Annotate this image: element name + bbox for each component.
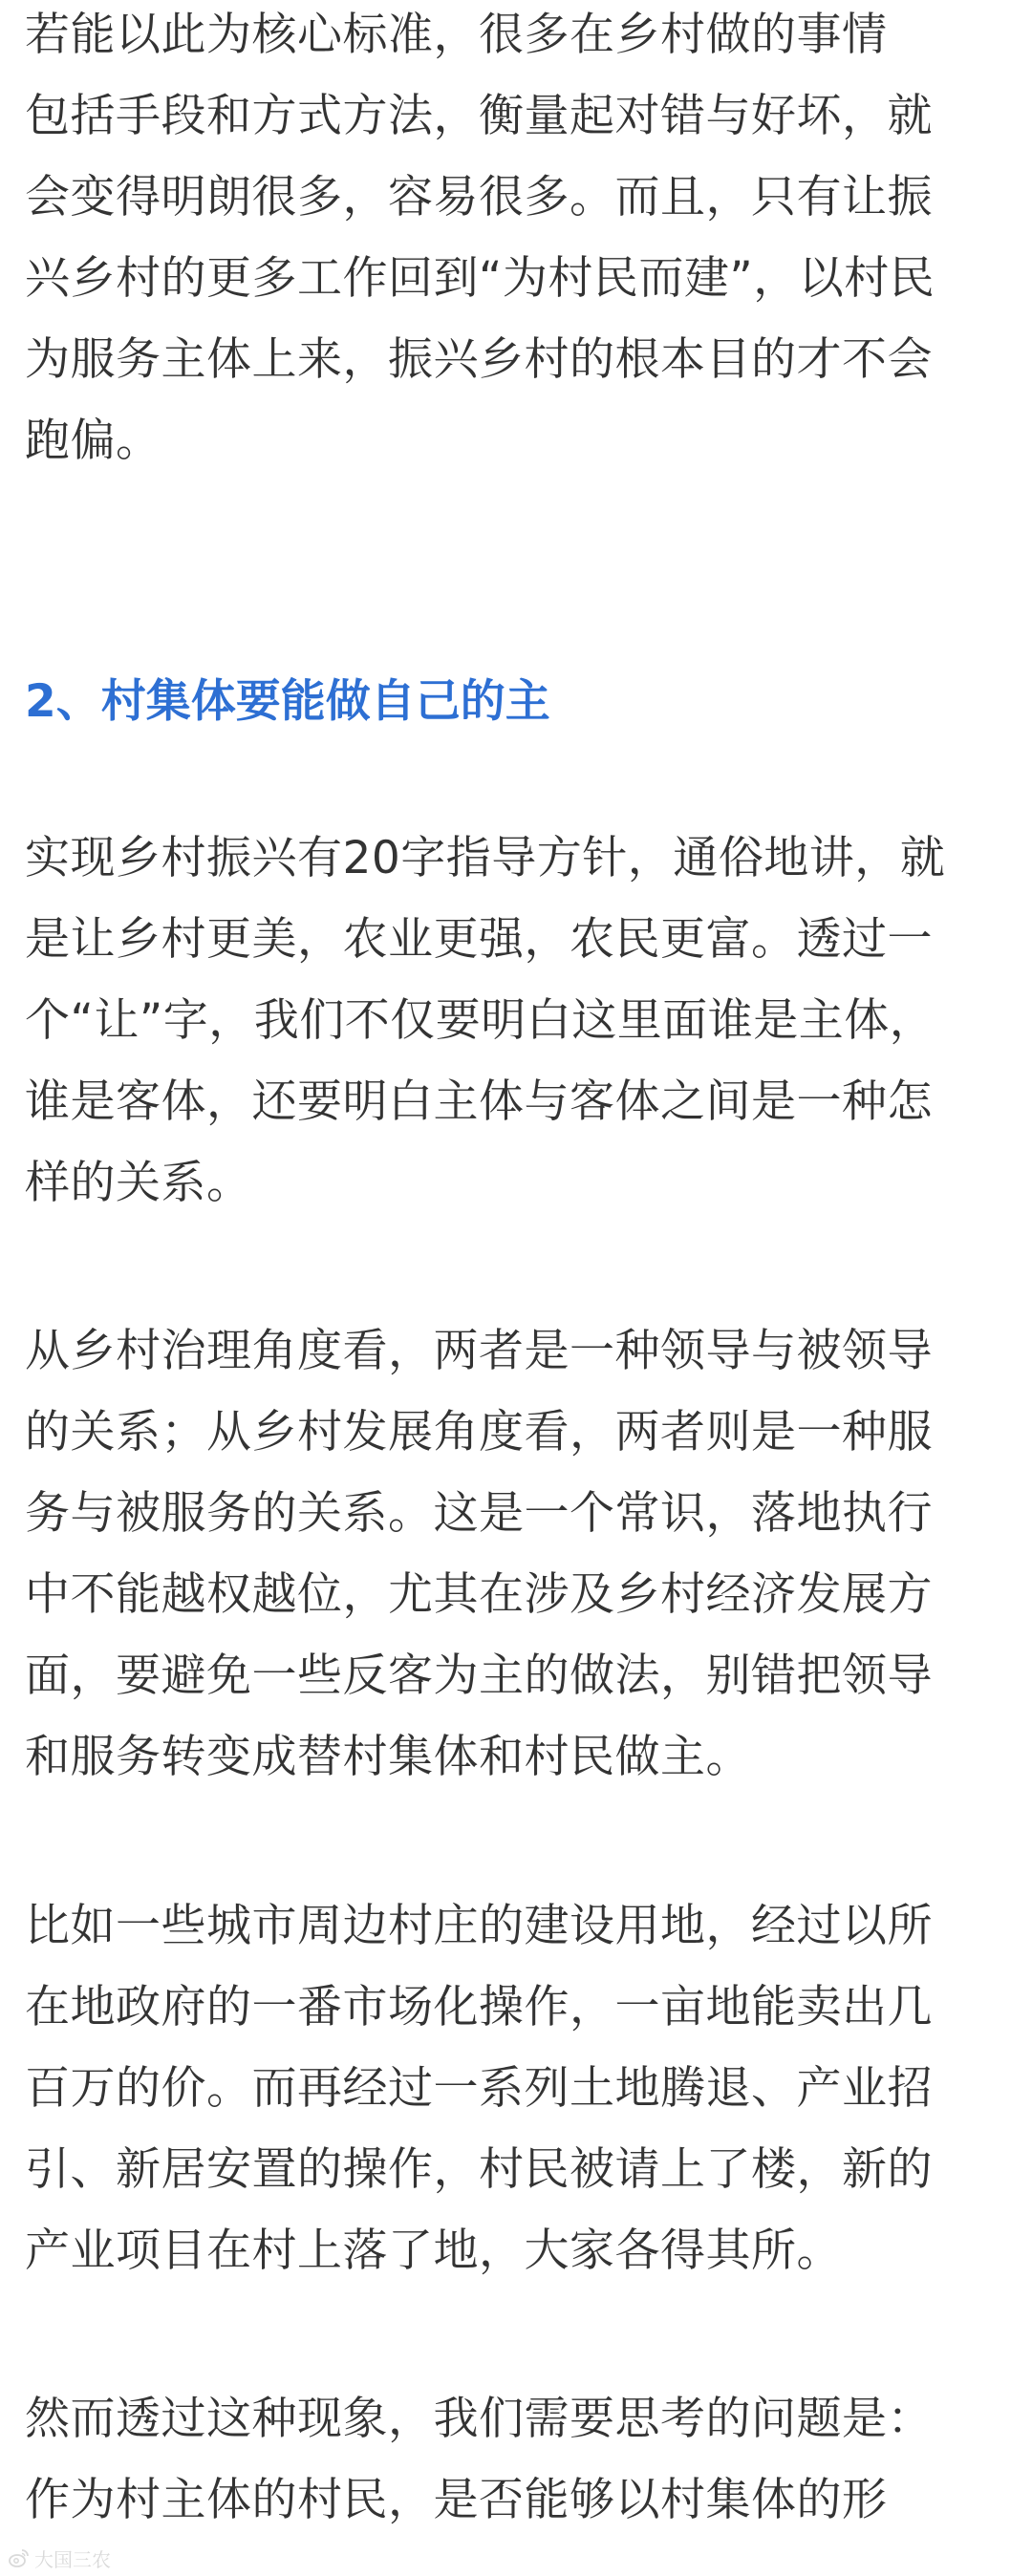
paragraph-line: 若能以此为核心标准，很多在乡村做的事情 [25, 9, 888, 61]
paragraph-line: 中不能越权越位，尤其在涉及乡村经济发展方 [25, 1568, 933, 1621]
paragraph-line: 包括手段和方式方法，衡量起对错与好坏，就 [25, 90, 933, 142]
paragraph-line: 产业项目在村上落了地，大家各得其所。 [25, 2225, 842, 2277]
paragraph-line: 务与被服务的关系。这是一个常识，落地执行 [25, 1487, 933, 1540]
paragraph-line: 引、新居安置的操作，村民被请上了楼，新的 [25, 2143, 933, 2196]
paragraph-line: 样的关系。 [25, 1157, 252, 1209]
paragraph-line: 的关系；从乡村发展角度看，两者则是一种服 [25, 1406, 933, 1458]
paragraph-line: 作为村主体的村民，是否能够以村集体的形 [25, 2474, 888, 2526]
paragraph-line: 在地政府的一番市场化操作，一亩地能卖出几 [25, 1981, 933, 2033]
watermark [8, 2544, 111, 2571]
paragraph-line: 百万的价。而再经过一系列土地腾退、产业招 [25, 2062, 933, 2115]
paragraph-line: 跑偏。 [25, 415, 161, 467]
paragraph-4 [25, 1885, 1019, 2291]
paragraph-line: 实现乡村振兴有20字指导方针，通俗地讲，就 [25, 832, 946, 884]
paragraph-2 [25, 818, 1019, 1224]
watermark-text: 大国三农 [34, 2547, 111, 2571]
paragraph-line: 然而透过这种现象，我们需要思考的问题是： [25, 2393, 933, 2445]
section-heading: 2、村集体要能做自己的主 [25, 675, 550, 728]
paragraph-line: 比如一些城市周边村庄的建设用地，经过以所 [25, 1900, 933, 1952]
paragraph-5 [25, 2378, 1019, 2541]
paragraph-line: 会变得明朗很多，容易很多。而且，只有让振 [25, 171, 933, 224]
paragraph-line: 从乡村治理角度看，两者是一种领导与被领导 [25, 1325, 933, 1377]
paragraph-line: 为服务主体上来，振兴乡村的根本目的才不会 [25, 333, 933, 386]
paragraph-1 [25, 0, 1019, 481]
paragraph-line: 谁是客体，还要明白主体与客体之间是一种怎 [25, 1075, 933, 1128]
weibo-logo-icon [8, 2546, 31, 2569]
paragraph-line: 是让乡村更美，农业更强，农民更富。透过一 [25, 913, 933, 966]
paragraph-line: 兴乡村的更多工作回到“为村民而建”，以村民 [25, 252, 935, 305]
paragraph-3 [25, 1310, 1019, 1798]
paragraph-line: 个“让”字，我们不仅要明白这里面谁是主体， [25, 994, 935, 1047]
paragraph-line: 和服务转变成替村集体和村民做主。 [25, 1731, 751, 1783]
paragraph-line: 面，要避免一些反客为主的做法，别错把领导 [25, 1650, 933, 1702]
